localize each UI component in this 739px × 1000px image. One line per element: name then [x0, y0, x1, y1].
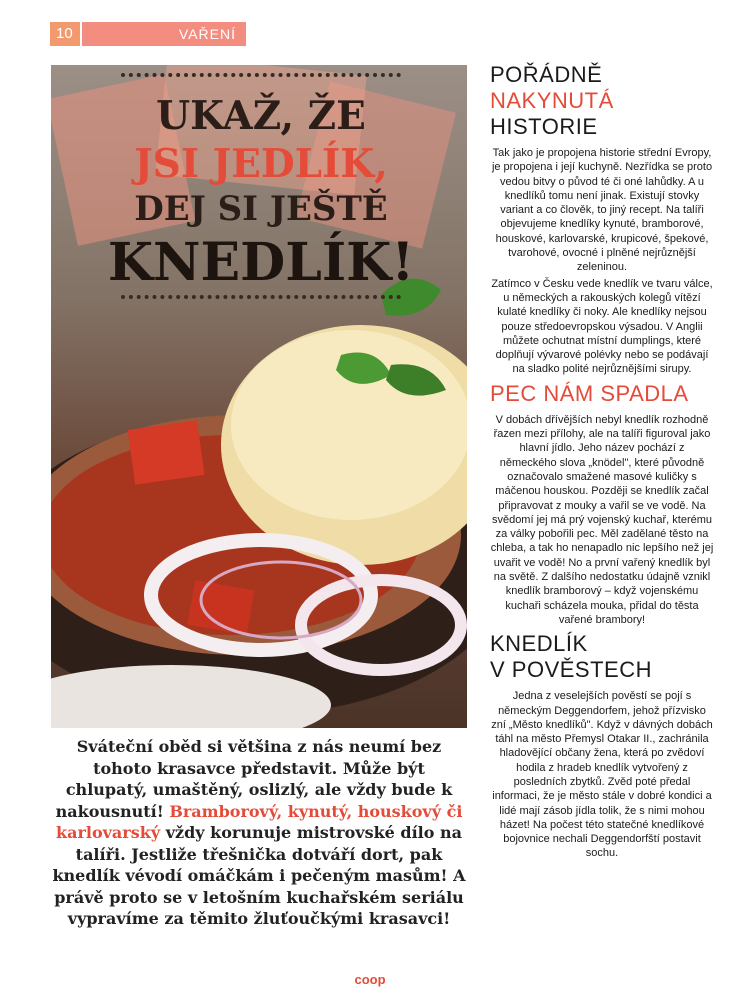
section-3-paragraph-1: Jedna z veselejších pověstí se pojí s německým Deggendorfem, jehož přízvisko zní „Město knedlíků". Když v dávných dobách táhl na město Přemysl Otakar II., zachránila hladovějící občany žena, která po zvědoví hodila z hradeb knedlík vytvořený z posledních zbytků. Zvěd poté předal informaci, že je město stále v dobré kondici a lidé mají zásob jídla tolik, že s nimi mohou házet! Na počest této statečné knedlíkové bojovnice nechali Deggendorfští postavit sochu.: [491, 690, 713, 860]
headline-line-1: UKAŽ, ŽE: [156, 93, 366, 139]
headline-line-4: KNEDLÍK!: [107, 232, 415, 293]
dotted-rule-top: [121, 73, 401, 85]
intro-text-1: Sváteční oběd si většina z nás neumí bez tohoto krasavce představit. Může být chlupatý, umaštěný, oslizlý, ale vždy bude k nakousnutí!: [55, 737, 453, 821]
headline-line-2: JSI JEDLÍK,: [134, 141, 388, 187]
page-number: 10: [50, 22, 80, 46]
article-column: [490, 62, 714, 861]
section-3-heading-line-2: V POVĚSTECH: [490, 657, 652, 683]
dotted-rule-bottom: [121, 295, 401, 307]
section-2-paragraph-1: V dobách dřívějších nebyl knedlík rozhodně řazen mezi přílohy, ale na talíři figuroval jako hlavní jídlo. Jeho název pochází z německého slova „knödel", které původně označovalo smažené masové kuličky s máčenou houskou. Později se knedlík začal připravovat z mouky a vařil se ve vodě. Na svědomí jej má prý vojenský kuchař, kterému za války pobořili pec. Měl zadělané těsto na chleba, a tak ho nenapadlo nic lepšího než jej uvařit ve vodě! No a první vařený knedlík byl na světě. Z dalšího nedostatku údajně vznikl knedlík bramborový – když vojenskému kuchaři scházela mouka, přidal do těsta vařené brambory!: [490, 413, 714, 626]
headline-line-3: DEJ SI JEŠTĚ: [134, 189, 388, 229]
section-label: VAŘENÍ: [82, 22, 246, 46]
section-1-paragraph-2: Zatímco v Česku vede knedlík ve tvaru válce, u německých a rakouských kolegů vítězí kulaté knedlíky či noky. Ale knedlíky nejsou pouze středoevropskou výsadou. V Anglii můžete ochutnat místní dumplings, které doplňují vývarové polévky nebo se podávají na sladko polité nejrůznějšími sirupy.: [491, 277, 713, 376]
coop-logo: coop: [354, 972, 386, 987]
section-1-paragraph-1: Tak jako je propojena historie střední Evropy, je propojena i její kuchyně. Nezřídka se proto vedou bitvy o původ té či oné lahůdky. A u knedlíků tomu není jinak. Existují stovky variant a co člověk, to jiný recept. Na talíři objevujeme knedlíky kynuté, bramborové, houskové, karlovarské, krupicové, špekové, tvarohové, ovocné i plněné nejrůznější zeleninou.: [491, 147, 713, 274]
intro-paragraph: [51, 736, 467, 930]
headline: [75, 73, 447, 300]
intro-text-2: vždy korunuje mistrovské dílo na talíři. Jestliže třešnička dotváří dort, pak knedlík vévodí omáčkám i pečeným masům! A právě proto se v letošním kuchařském seriálu vypravíme za těmito žluťoučkými krasavci!: [52, 823, 466, 928]
section-2-heading: PEC NÁM SPADLA: [490, 380, 689, 406]
section-1-heading-line-3: HISTORIE: [490, 114, 598, 139]
intro-highlight: Bramborový, kynutý, houskový či karlovarský: [56, 801, 463, 842]
section-3-heading-line-1: KNEDLÍK: [490, 631, 588, 657]
section-1-heading-line-2: NAKYNUTÁ: [490, 88, 614, 113]
section-1-heading-line-1: POŘÁDNĚ: [490, 62, 603, 87]
